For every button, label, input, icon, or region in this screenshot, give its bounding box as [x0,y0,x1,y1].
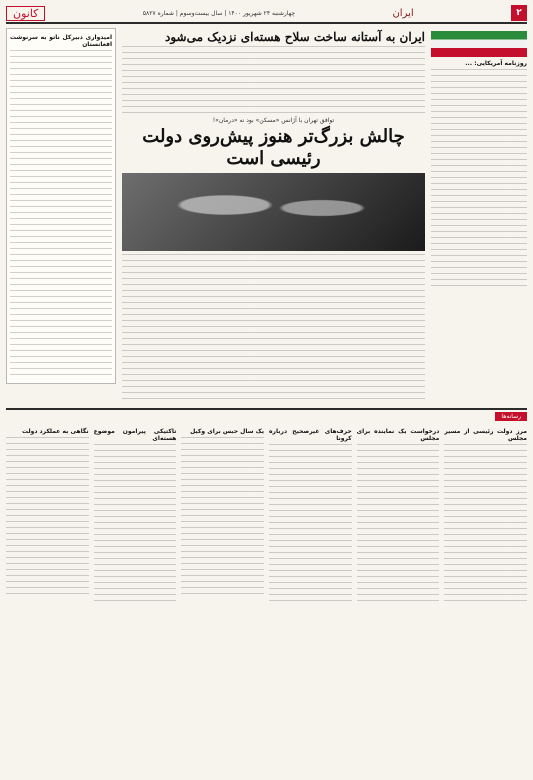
secondary-headline: ایران به آستانه ساخت سلاح هسته‌ای نزدیک می‌شود [165,30,425,44]
left-column-box [6,28,116,384]
bottom-grid [6,426,527,604]
folio-bar [6,4,527,24]
bottom-col-1 [444,426,527,604]
bottom-col-5 [94,426,177,604]
main-kicker: توافق تهران با آژانس «مسکن» بود نه «درمان»! [212,117,335,124]
bottom-headline-3: حرف‌های غیرصحیح درباره کرونا [269,428,352,443]
bottom-text-5 [94,444,177,604]
bottom-band-tag: رسانه‌ها [495,412,527,421]
bottom-col-6 [6,426,89,604]
bottom-col-2 [357,426,440,604]
center-column [122,28,425,404]
bottom-text-2 [357,444,440,604]
section-logo: کانون [6,6,45,21]
main-headline: چالش بزرگ‌تر هنوز پیش‌روی دولت رئیسی است [142,126,405,170]
flag-photo [431,31,527,57]
bottom-text-3 [269,444,352,604]
page-number: ۲ [511,5,527,21]
left-column-headline: امیدواری دبیرکل ناتو به سرنوشت افغانستان [10,34,112,48]
bottom-text-1 [444,444,527,604]
center-text-top [122,46,425,116]
center-text-bottom [122,254,425,404]
bottom-band [6,408,527,423]
bottom-headline-4: یک سال حبس برای وکیل [190,428,265,436]
lead-photo [122,173,425,251]
bottom-text-6 [6,437,89,597]
left-column [6,28,116,404]
left-column-text [10,50,112,380]
bottom-headline-2: درخواست یک نماینده برای مجلس [356,428,440,443]
right-column-kicker: روزنامه آمریکایی: ... [465,60,527,67]
top-grid [6,28,527,404]
bottom-headline-5: تاکتیکی پیرامون موضوع هسته‌ای [93,428,177,443]
bottom-headline-1: مرز دولت رئیسی از مسیر مجلس [444,428,527,443]
right-column [431,28,527,404]
bottom-col-3 [269,426,352,604]
bottom-headline-6: نگاهی به عملکرد دولت [22,428,89,436]
date-line: چهارشنبه ۲۴ شهریور ۱۴۰۰ | سال بیست‌وسوم | شماره ۵۸۲۷ [142,9,296,17]
bottom-text-4 [181,437,264,597]
bottom-col-4 [181,426,264,604]
section-title: ایران [392,7,414,19]
right-column-text [431,69,527,289]
